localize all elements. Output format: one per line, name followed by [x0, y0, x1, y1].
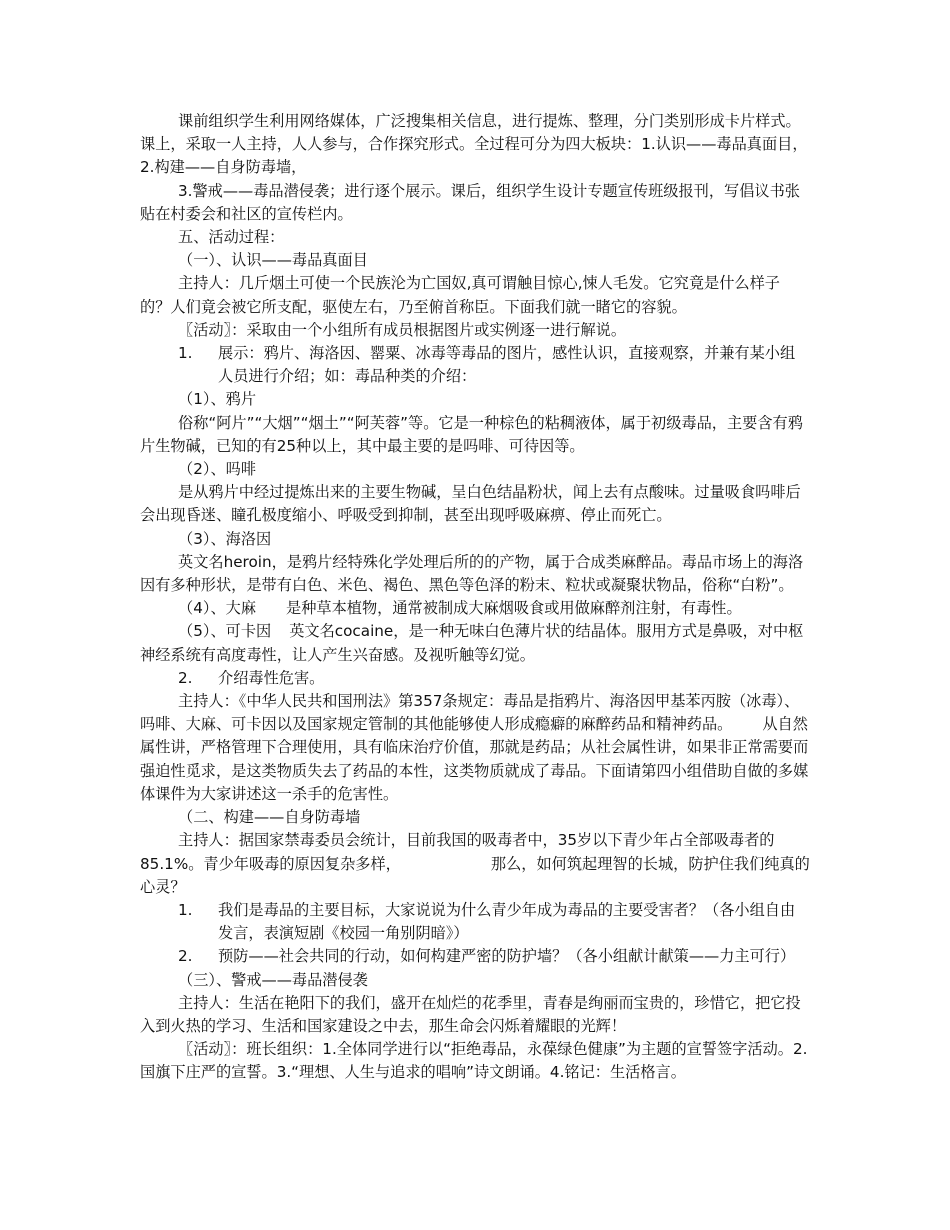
list-text: 展示：鸦片、海洛因、罂粟、冰毒等毒品的图片，感性认识，直接观察，并兼有某小组人员进行介绍；如：毒品种类的介绍： [218, 344, 796, 386]
subsection-heading-1: （一）、认识——毒品真面目 [178, 251, 368, 270]
paragraph-intro-cont: 3.警戒——毒品潜侵袭；进行逐个展示。课后，组织学生设计专题宣传班级报刊，写倡议书张贴在村委会和社区的宣传栏内。 [140, 181, 800, 223]
question-1 [140, 899, 810, 945]
host-speech-3b: 那么，如何筑起理智的长城，防护住我们纯真的心灵？ [140, 854, 810, 896]
list-number: 2. [178, 947, 193, 966]
list-item-harm [140, 667, 810, 690]
drug-text-morphine: 是从鸦片中经过提炼出来的主要生物碱，呈白色结晶粉状，闻上去有点酸味。过量吸食吗啡后会出现昏迷、瞳孔极度缩小、呼吸受到抑制，甚至出现呼吸麻痹、停止而死亡。 [140, 483, 801, 525]
drug-marijuana [140, 597, 810, 620]
drug-text-marijuana: 是种草本植物，通常被制成大麻烟吸食或用做麻醉剂注射，有毒性。 [286, 599, 742, 618]
drug-text-opium: 俗称“阿片”“大烟”“烟土”“阿芙蓉”等。它是一种棕色的粘稠液体，属于初级毒品，主要含有鸦片生物碱，已知的有25种以上，其中最主要的是吗啡、可待因等。 [140, 413, 803, 455]
drug-title-cocaine: （5）、可卡因 [178, 622, 272, 641]
activity-3: 〖活动〗：班长组织：1.全体同学进行以“拒绝毒品，永葆绿色健康”为主题的宣誓签字活动。2.国旗下庄严的宣誓。3.“理想、人生与追求的唱响”诗文朗诵。4.铭记：生活格言。 [140, 1040, 808, 1082]
list-number: 2. [178, 668, 193, 687]
paragraph-intro: 课前组织学生利用网络媒体，广泛搜集相关信息，进行提炼、整理，分门类别形成卡片样式。课上，采取一人主持，人人参与，合作探究形式。全过程可分为四大板块：1.认识——毒品真面目，2.构建——自身防毒墙， [140, 112, 808, 177]
question-2 [140, 945, 810, 968]
host-speech-3a: 主持人：据国家禁毒委员会统计，目前我国的吸毒者中，35岁以下青少年占全部吸毒者的85.1%。青少年吸毒的原因复杂多样， [140, 831, 775, 873]
list-text: 介绍毒性危害。 [218, 668, 325, 687]
host-speech-2b: 从自然属性讲，严格管理下合理使用，具有临床治疗价值，那就是药品；从社会属性讲，如果非正常需要而强迫性觅求，是这类物质失去了药品的本性，这类物质就成了毒品。下面请第四小组借助自做的多媒体课件为大家讲述这一杀手的危害性。 [140, 715, 809, 803]
list-number: 1. [178, 900, 193, 919]
subsection-heading-3: （三）、警戒——毒品潜侵袭 [178, 970, 368, 989]
host-speech-2 [140, 690, 810, 806]
host-speech-4: 主持人：生活在艳阳下的我们，盛开在灿烂的花季里，青春是绚丽而宝贵的，珍惜它，把它投入到火热的学习、生活和国家建设之中去，那生命会闪烁着耀眼的光辉！ [140, 993, 801, 1035]
host-speech-2a: 主持人：《中华人民共和国刑法》第357条规定：毒品是指鸦片、海洛因甲基苯丙胺（冰毒）、吗啡、大麻、可卡因以及国家规定管制的其他能够使人形成瘾癖的麻醉药品和精神药品。 [140, 692, 800, 734]
list-number: 1. [178, 344, 193, 363]
drug-title-opium: （1）、鸦片 [178, 390, 257, 409]
document-page [140, 110, 810, 1085]
drug-title-morphine: （2）、吗啡 [178, 460, 257, 479]
section-heading-5: 五、活动过程： [178, 228, 285, 247]
drug-cocaine [140, 620, 810, 666]
host-speech-3 [140, 829, 810, 899]
drug-title-marijuana: （4）、大麻 [178, 599, 257, 618]
drug-title-heroin: （3）、海洛因 [178, 529, 272, 548]
list-text: 我们是毒品的主要目标，大家说说为什么青少年成为毒品的主要受害者？（各小组自由发言，表演短剧《校园一角别阴暗》） [218, 900, 796, 943]
drug-text-cocaine: 英文名cocaine，是一种无味白色薄片状的结晶体。服用方式是鼻吸，对中枢神经系统有高度毒性，让人产生兴奋感。及视听触等幻觉。 [140, 622, 804, 664]
host-speech-1: 主持人：几斤烟土可使一个民族沦为亡国奴,真可谓触目惊心,悚人毛发。它究竟是什么样子的？人们竟会被它所支配，驱使左右，乃至俯首称臣。下面我们就一睹它的容貌。 [140, 274, 780, 316]
subsection-heading-2: （二、构建——自身防毒墙 [178, 808, 361, 827]
drug-text-heroin: 英文名heroin，是鸦片经特殊化学处理后所的的产物，属于合成类麻醉品。毒品市场上的海洛因有多种形状，是带有白色、米色、褐色、黑色等色泽的粉末、粒状或凝聚状物品，俗称“白粉”。 [140, 552, 804, 595]
activity-1: 〖活动〗：采取由一个小组所有成员根据图片或实例逐一进行解说。 [178, 320, 627, 339]
list-text: 预防——社会共同的行动，如何构建严密的防护墙？（各小组献计献策——力主可行） [218, 947, 796, 966]
list-item-display [140, 342, 810, 388]
